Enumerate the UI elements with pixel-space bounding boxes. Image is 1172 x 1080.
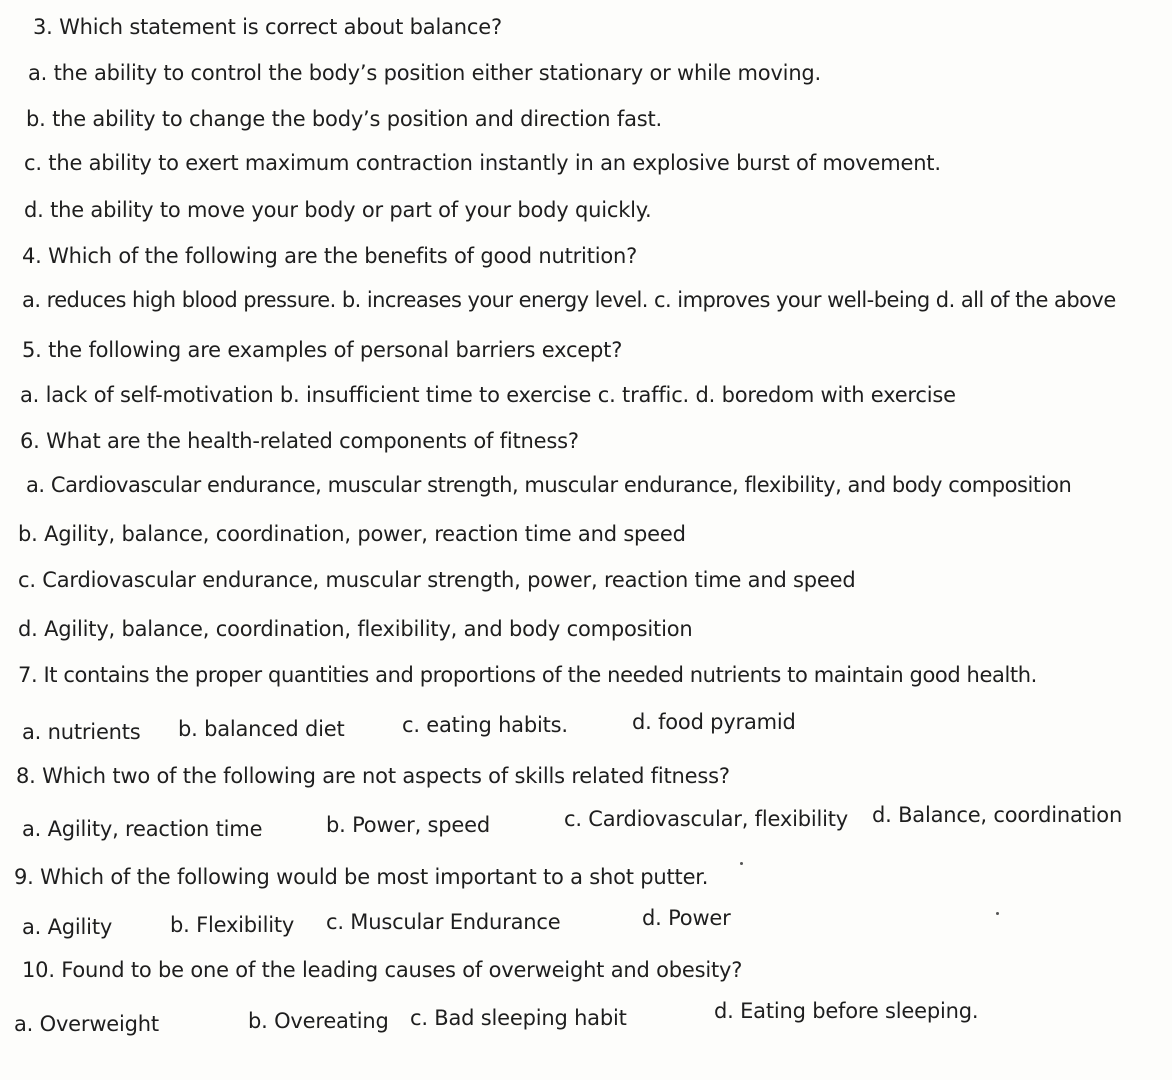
- question-3: 3. Which statement is correct about balance?: [33, 15, 502, 39]
- q7-option-c: c. eating habits.: [402, 713, 568, 737]
- question-7: 7. It contains the proper quantities and proportions of the needed nutrients to maintain good health.: [18, 663, 1037, 687]
- question-6: 6. What are the health-related components of fitness?: [20, 429, 579, 453]
- q7-option-b: b. balanced diet: [178, 717, 345, 741]
- q10-option-a: a. Overweight: [14, 1012, 159, 1036]
- q6-option-a: a. Cardiovascular endurance, muscular strength, muscular endurance, flexibility, and body composition: [26, 473, 1072, 497]
- q10-option-c: c. Bad sleeping habit: [410, 1006, 627, 1030]
- q8-option-d: d. Balance, coordination: [872, 803, 1123, 827]
- scan-speck: [740, 862, 743, 865]
- q6-option-d: d. Agility, balance, coordination, flexibility, and body composition: [18, 617, 693, 641]
- q9-option-c: c. Muscular Endurance: [326, 910, 561, 934]
- q8-option-b: b. Power, speed: [326, 813, 490, 837]
- q8-option-c: c. Cardiovascular, flexibility: [564, 807, 849, 831]
- q9-option-d: d. Power: [642, 906, 731, 930]
- q6-option-b: b. Agility, balance, coordination, power, reaction time and speed: [18, 522, 686, 546]
- q3-option-b: b. the ability to change the body’s position and direction fast.: [26, 107, 662, 131]
- q10-option-b: b. Overeating: [248, 1009, 389, 1033]
- q7-option-a: a. nutrients: [22, 720, 141, 744]
- q8-option-a: a. Agility, reaction time: [22, 817, 263, 841]
- question-5: 5. the following are examples of personal barriers except?: [22, 338, 623, 362]
- question-4: 4. Which of the following are the benefits of good nutrition?: [22, 244, 638, 268]
- q7-option-d: d. food pyramid: [632, 710, 796, 734]
- q4-options: a. reduces high blood pressure. b. increases your energy level. c. improves your well-being d. all of the above: [22, 288, 1116, 312]
- question-8: 8. Which two of the following are not aspects of skills related fitness?: [16, 764, 730, 788]
- question-10: 10. Found to be one of the leading causes of overweight and obesity?: [22, 958, 743, 982]
- q9-option-b: b. Flexibility: [170, 913, 295, 937]
- question-9: 9. Which of the following would be most important to a shot putter.: [14, 865, 709, 889]
- q3-option-c: c. the ability to exert maximum contraction instantly in an explosive burst of movement.: [24, 151, 941, 175]
- q5-options: a. lack of self-motivation b. insufficient time to exercise c. traffic. d. boredom with exercise: [20, 383, 956, 407]
- q10-option-d: d. Eating before sleeping.: [714, 999, 979, 1023]
- q9-option-a: a. Agility: [22, 915, 113, 939]
- q3-option-d: d. the ability to move your body or part of your body quickly.: [24, 198, 652, 222]
- q3-option-a: a. the ability to control the body’s position either stationary or while moving.: [28, 61, 822, 85]
- scan-speck: [996, 912, 999, 915]
- q6-option-c: c. Cardiovascular endurance, muscular strength, power, reaction time and speed: [18, 568, 856, 592]
